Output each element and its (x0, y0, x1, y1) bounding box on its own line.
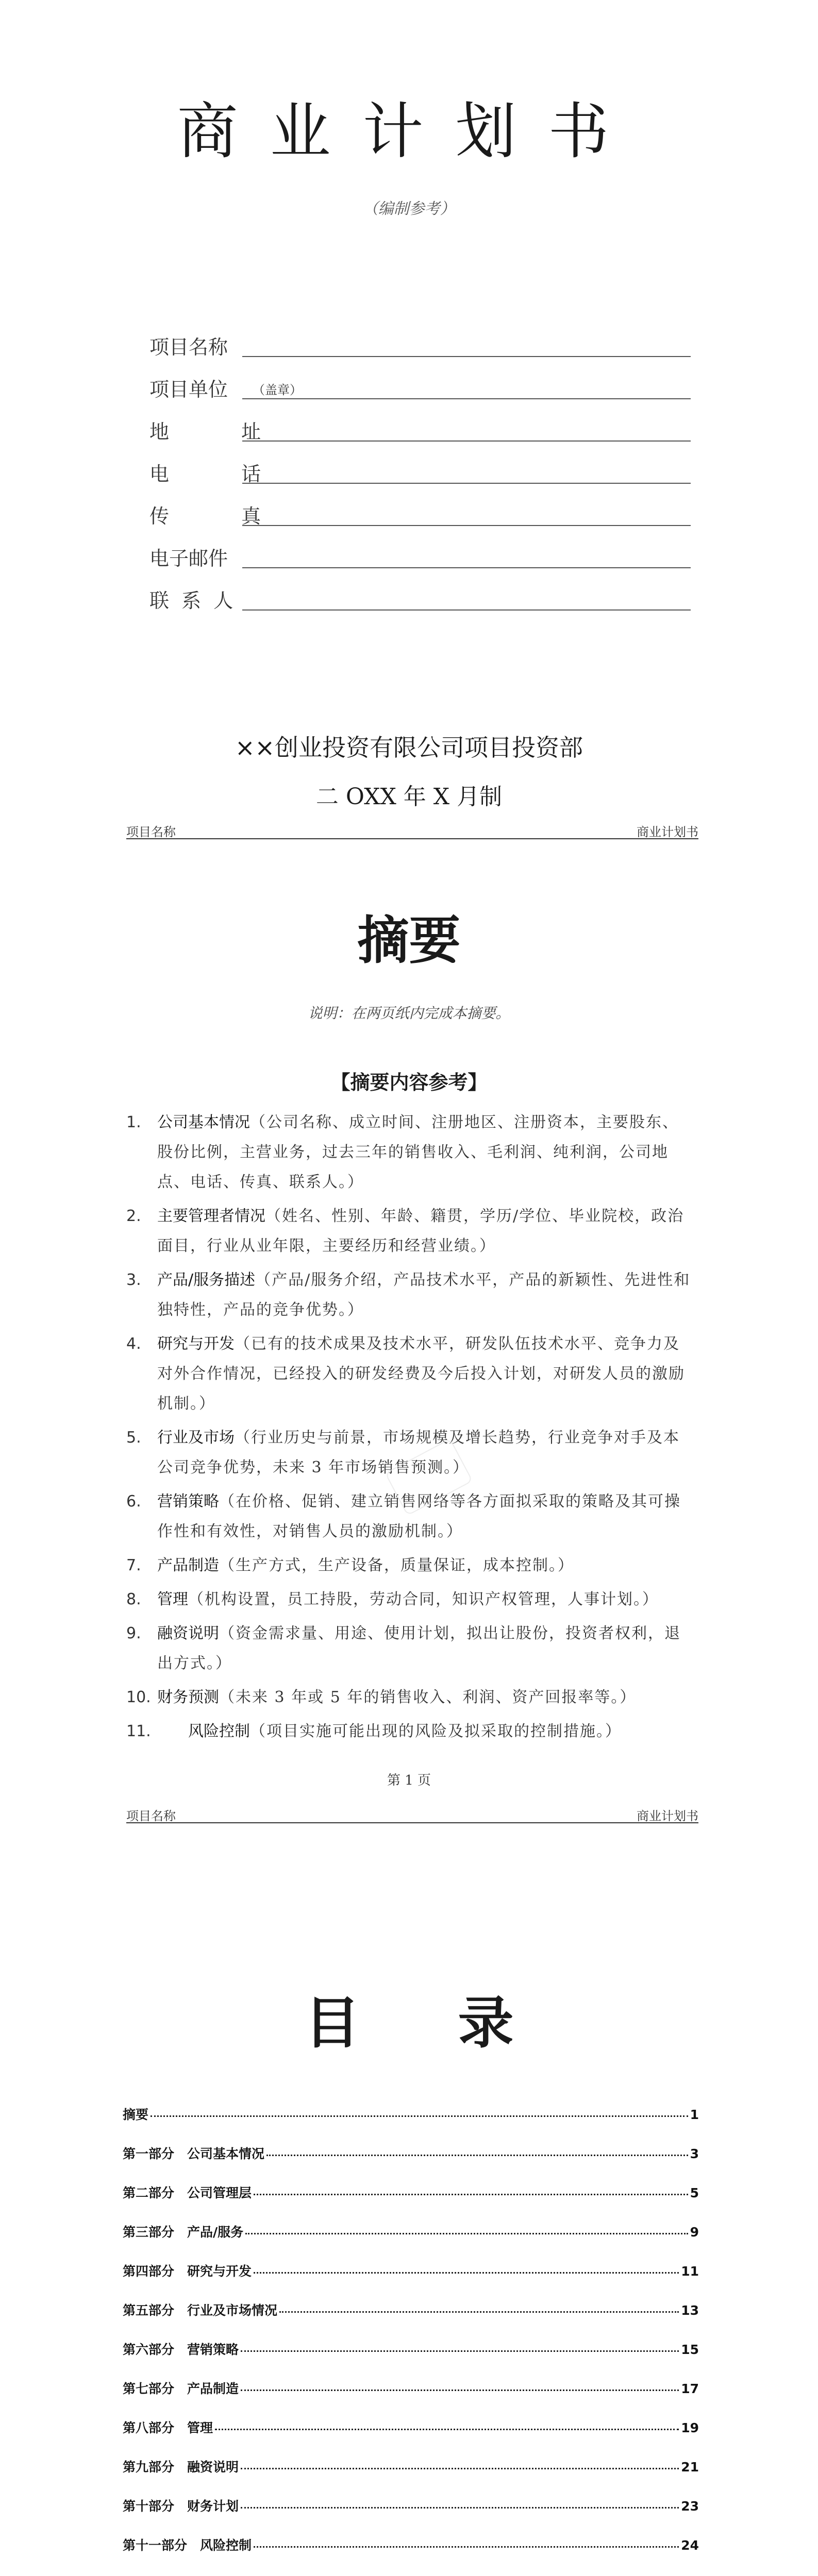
field-line (242, 483, 691, 484)
toc-leader (254, 2546, 679, 2548)
item-number: 11. (126, 1722, 151, 1740)
toc-entry-text: 第二部分 公司管理层 (123, 2185, 252, 2200)
toc-entry-page: 17 (681, 2381, 699, 2396)
field-line (242, 440, 691, 442)
item-number: 9. (126, 1624, 141, 1642)
field-contact[interactable] (149, 575, 691, 618)
item-heading: 行业及市场 (157, 1429, 235, 1447)
toc-leader (279, 2311, 679, 2313)
field-label: 电 话 (149, 463, 294, 485)
toc-entry-page: 21 (681, 2460, 699, 2475)
toc-leader (245, 2233, 688, 2234)
toc-entry-page: 15 (681, 2342, 699, 2357)
toc-leader (266, 2155, 688, 2156)
toc-entry-page: 5 (690, 2185, 699, 2200)
header-right: 商业计划书 (637, 825, 698, 839)
field-line (242, 398, 691, 399)
toc-entry[interactable] (123, 2261, 699, 2300)
toc-entry-text: 第十一部分 风险控制 (123, 2538, 252, 2553)
toc-leader (241, 2389, 679, 2391)
item-heading: 产品/服务描述 (157, 1271, 256, 1289)
item-heading: 融资说明 (157, 1624, 219, 1642)
field-phone[interactable] (149, 449, 691, 491)
toc-entry-page: 13 (681, 2303, 699, 2318)
made-date: 二 OXX 年 X 月制 (315, 784, 503, 810)
item-number: 1. (126, 1113, 141, 1131)
toc-entry-text: 第九部分 融资说明 (123, 2460, 239, 2475)
field-fax[interactable] (149, 491, 691, 533)
field-line (242, 567, 691, 568)
field-label: 项目名称 (149, 336, 228, 359)
cover-page (0, 0, 818, 814)
item-number: 8. (126, 1590, 141, 1608)
item-description: （公司名称、成立时间、注册地区、注册资本，主要股东、股份比例，主营业务，过去三年的销售收入、毛利润、纯利润，公司地点、电话、传真、联系人。） (157, 1113, 679, 1191)
toc-entry-page: 1 (690, 2107, 699, 2122)
item-description: （在价格、促销、建立销售网络等各方面拟采取的策略及其可操作性和有效性，对销售人员的激励机制。） (157, 1493, 681, 1540)
field-label: 传 真 (149, 505, 294, 528)
summary-item (126, 1717, 693, 1747)
field-address[interactable] (149, 406, 691, 449)
toc-entry[interactable] (123, 2222, 699, 2261)
toc-leader (254, 2272, 679, 2274)
item-heading: 财务预测 (157, 1688, 219, 1706)
item-description: （行业历史与前景，市场规模及增长趋势，行业竞争对手及本公司竞争优势，未来 3 年市场销售预测。） (157, 1429, 680, 1477)
item-number: 7. (126, 1556, 141, 1574)
summary-item (126, 1551, 693, 1581)
field-line (242, 356, 691, 357)
running-header (126, 822, 698, 839)
item-number: 3. (126, 1271, 141, 1289)
company-name: ××创业投资有限公司项目投资部 (235, 734, 583, 761)
toc-title: 目录 (304, 1991, 612, 2056)
toc-entry-page: 24 (681, 2538, 699, 2553)
item-heading: 产品制造 (157, 1556, 219, 1574)
toc-entry[interactable] (123, 2340, 699, 2379)
toc-entry-text: 第十部分 财务计划 (123, 2499, 239, 2514)
field-line (242, 609, 691, 611)
field-label: 联 系 人 (149, 589, 237, 612)
item-heading: 风险控制 (188, 1722, 250, 1740)
toc-entry-text: 第五部分 行业及市场情况 (123, 2303, 278, 2318)
toc-entry-text: 摘要 (123, 2107, 149, 2122)
toc-entry[interactable] (123, 2496, 699, 2535)
field-label: 地 址 (149, 420, 294, 443)
summary-item (126, 1329, 693, 1419)
item-description: （生产方式，生产设备，质量保证，成本控制。） (219, 1556, 574, 1574)
summary-item (126, 1585, 693, 1615)
page-number: 第 1 页 (387, 1773, 431, 1788)
field-email[interactable] (149, 533, 691, 575)
toc-entry[interactable] (123, 2300, 699, 2340)
toc-entry-page: 11 (681, 2264, 699, 2279)
summary-note: 说明：在两页纸内完成本摘要。 (308, 1005, 510, 1022)
field-label: 电子邮件 (149, 547, 228, 570)
toc-leader (241, 2350, 679, 2352)
summary-item (126, 1108, 693, 1197)
running-header (126, 1806, 698, 1823)
item-heading: 研究与开发 (157, 1335, 235, 1353)
field-note: （盖章） (253, 383, 302, 397)
toc-entry-page: 23 (681, 2499, 699, 2514)
item-description: （姓名、性别、年龄、籍贯，学历/学位、毕业院校，政治面目，行业从业年限，主要经历和经营业绩。） (157, 1207, 685, 1255)
toc-entry[interactable] (123, 2535, 699, 2574)
toc-leader (215, 2429, 679, 2430)
item-description: （未来 3 年或 5 年的销售收入、利润、资产回报率等。） (219, 1688, 637, 1706)
field-label: 项目单位 (149, 378, 228, 401)
toc-list (123, 2105, 699, 2576)
field-project-unit[interactable] (149, 364, 691, 406)
toc-entry-text: 第七部分 产品制造 (123, 2381, 239, 2396)
summary-title: 摘要 (357, 910, 461, 971)
item-number: 5. (126, 1429, 141, 1447)
summary-item (126, 1265, 693, 1325)
toc-entry-text: 第八部分 管理 (123, 2420, 213, 2435)
header-left: 项目名称 (126, 1809, 176, 1823)
item-description: （已有的技术成果及技术水平，研发队伍技术水平、竞争力及对外合作情况，已经投入的研发经费及今后投入计划，对研发人员的激励机制。） (157, 1335, 685, 1413)
header-right: 商业计划书 (637, 1809, 698, 1823)
summary-list (126, 1108, 693, 1751)
item-number: 6. (126, 1493, 141, 1511)
toc-entry[interactable] (123, 2144, 699, 2183)
toc-entry-text: 第三部分 产品/服务 (123, 2225, 244, 2240)
item-heading: 公司基本情况 (157, 1113, 250, 1131)
toc-leader (241, 2507, 679, 2509)
toc-entry[interactable] (123, 2183, 699, 2222)
field-line (242, 525, 691, 526)
summary-item (126, 1201, 693, 1261)
item-description: （机构设置，员工持股，劳动合同，知识产权管理，人事计划。） (188, 1590, 659, 1608)
item-heading: 管理 (157, 1590, 188, 1608)
toc-entry-text: 第六部分 营销策略 (123, 2342, 239, 2357)
toc-leader (151, 2115, 688, 2117)
toc-entry-page: 19 (681, 2420, 699, 2435)
item-number: 4. (126, 1335, 141, 1353)
header-left: 项目名称 (126, 825, 176, 839)
toc-entry-page: 3 (690, 2146, 699, 2161)
toc-leader (241, 2468, 679, 2469)
summary-item (126, 1619, 693, 1679)
item-description: （项目实施可能出现的风险及拟采取的控制措施。） (250, 1722, 622, 1740)
toc-entry-page: 9 (690, 2225, 699, 2240)
item-description: （资金需求量、用途、使用计划，拟出让股份，投资者权利，退出方式。） (157, 1624, 681, 1672)
field-project-name[interactable] (149, 322, 691, 364)
item-heading: 主要管理者情况 (157, 1207, 265, 1225)
toc-leader (254, 2194, 688, 2195)
cover-subtitle: （编制参考） (362, 200, 456, 218)
summary-box-title: 【摘要内容参考】 (330, 1071, 488, 1094)
item-description: （产品/服务介绍，产品技术水平，产品的新颖性、先进性和独特性，产品的竞争优势。） (157, 1271, 691, 1319)
cover-title: 商业计划书 (177, 96, 641, 167)
item-heading: 营销策略 (157, 1493, 219, 1511)
cover-fields (149, 322, 691, 618)
toc-entry[interactable] (123, 2457, 699, 2496)
toc-entry[interactable] (123, 2379, 699, 2418)
item-number: 10. (126, 1688, 151, 1706)
summary-item (126, 1683, 693, 1713)
toc-entry-text: 第一部分 公司基本情况 (123, 2146, 265, 2161)
toc-entry[interactable] (123, 2105, 699, 2144)
toc-entry[interactable] (123, 2418, 699, 2457)
item-number: 2. (126, 1207, 141, 1225)
toc-entry-text: 第四部分 研究与开发 (123, 2264, 252, 2279)
